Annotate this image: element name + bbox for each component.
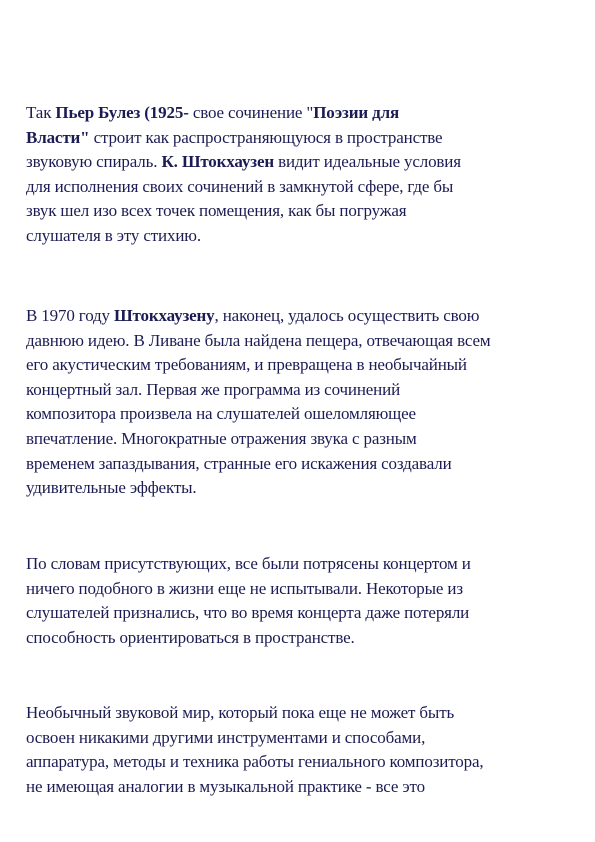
text-run: строит как распространяющуюся в пространстве <box>89 127 443 147</box>
text-line: временем запаздывания, странные его искажения создавали <box>26 453 452 473</box>
paragraph-sound-world <box>26 701 578 799</box>
text-line: удивительные эффекты. <box>26 478 197 498</box>
text-line: давнюю идею. В Ливане была найдена пещера, отвечающая всем <box>26 330 491 350</box>
text-line: слушателя в эту стихию. <box>26 225 201 245</box>
text-run: свое сочинение " <box>188 103 314 122</box>
text-line: его акустическим требованиям, и превращена в необычайный <box>26 355 467 375</box>
text-line <box>26 150 578 175</box>
bold-text-run: Поэзии для <box>313 103 400 122</box>
paragraph-audience-reaction <box>26 552 578 650</box>
text-line: Необычный звуковой мир, который пока еще не может быть <box>26 703 455 722</box>
paragraph-lebanon-cave <box>26 304 578 501</box>
text-line: для исполнения своих сочинений в замкнутой сфере, где бы <box>26 176 454 196</box>
bold-text-run: Штокхаузену <box>114 306 215 325</box>
text-run: Так <box>26 103 56 122</box>
text-line: композитора произвела на слушателей ошеломляющее <box>26 404 416 424</box>
paragraph-boulez-stockhausen <box>26 101 578 249</box>
text-line: впечатление. Многократные отражения звука с разным <box>26 428 417 448</box>
text-line: не имеющая аналогии в музыкальной практике - все это <box>26 776 425 796</box>
text-line: способность ориентироваться в пространстве. <box>26 627 355 647</box>
text-line <box>26 304 578 329</box>
text-line: освоен никакими другими инструментами и способами, <box>26 727 426 747</box>
text-run: В 1970 году <box>26 306 114 325</box>
text-run: , наконец, удалось осуществить свою <box>214 306 480 325</box>
text-run: звуковую спираль. <box>26 152 162 172</box>
text-line <box>26 126 578 151</box>
text-line: По словам присутствующих, все были потрясены концертом и <box>26 554 471 573</box>
text-line: слушателей признались, что во время концерта даже потеряли <box>26 603 470 623</box>
text-line <box>26 101 578 126</box>
bold-text-run: Пьер Булез (1925- <box>55 103 189 122</box>
bold-text-run: К. Штокхаузен <box>161 152 274 172</box>
text-line: концертный зал. Первая же программа из сочинений <box>26 379 401 399</box>
text-run: видит идеальные условия <box>274 152 461 172</box>
text-line: аппаратура, методы и техника работы гениального композитора, <box>26 752 484 772</box>
text-line: звук шел изо всех точек помещения, как бы погружая <box>26 201 407 221</box>
bold-text-run: Власти" <box>26 127 90 147</box>
text-line: ничего подобного в жизни еще не испытывали. Некоторые из <box>26 578 463 598</box>
